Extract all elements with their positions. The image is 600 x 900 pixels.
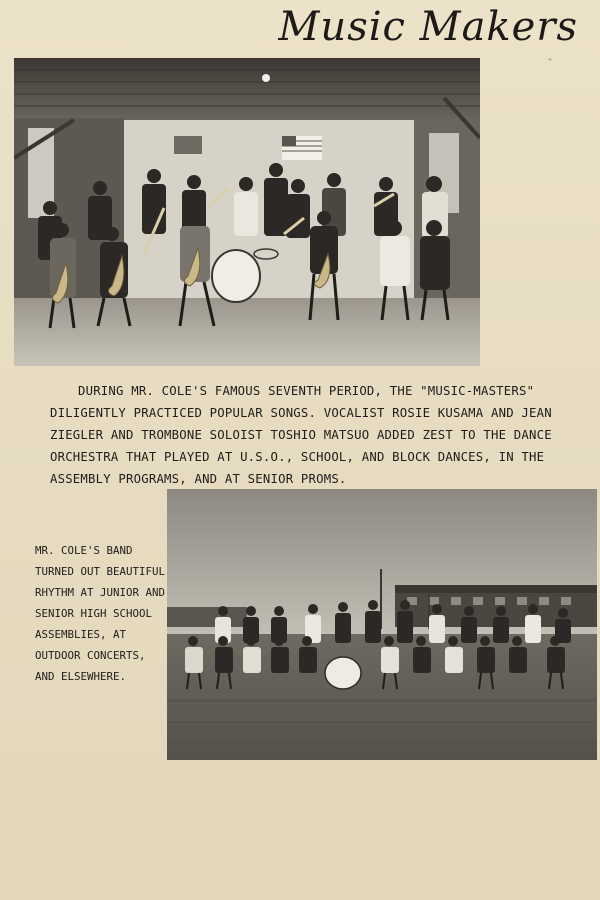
top-photo-caption	[50, 380, 570, 490]
bass-drum	[212, 250, 260, 302]
outdoor-bass-drum	[325, 657, 361, 689]
outdoor-band-photo	[167, 489, 597, 760]
indoor-band-photo	[14, 58, 480, 366]
indoor-band-illustration	[14, 58, 480, 366]
page-title: Music Makers	[278, 4, 578, 50]
side-caption: MR. COLE'S BAND TURNED OUT BEAUTIFUL RHYTHM AT JUNIOR AND SENIOR HIGH SCHOOL ASSEMBLIES, AT OUTDOOR CONCERTS, AND ELSEWHERE.	[35, 544, 166, 683]
top-caption-text: DURING MR. COLE'S FAMOUS SEVENTH PERIOD, THE "MUSIC-MASTERS" DILIGENTLY PRACTICED POPULAR SONGS. VOCALIST ROSIE KUSAMA AND JEAN ZIEGLER AND TROMBONE SOLOIST TOSHIO MATSUO ADDED ZEST TO THE DANCE ORCHESTRA THAT PLAYED AT U.S.O., SCHOOL, AND BLOCK DANCES, IN THE ASSEMBLY PROGRAMS, AND AT SENIOR PROMS.	[50, 384, 552, 486]
pencil-mark: ˆ	[547, 57, 553, 71]
outdoor-band-illustration	[167, 489, 597, 760]
